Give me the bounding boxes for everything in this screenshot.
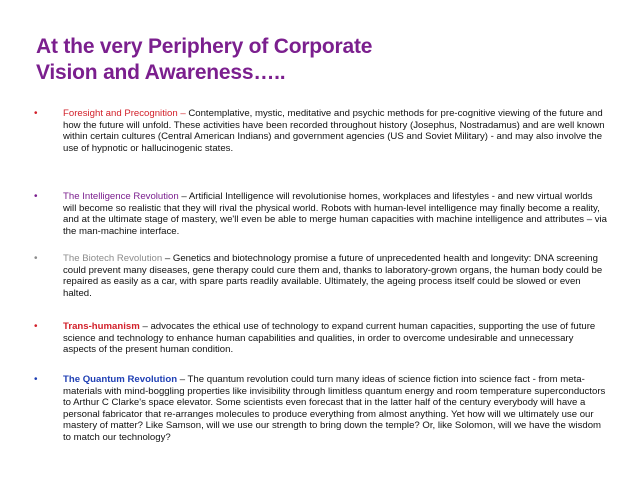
- bullet-body: – Artificial Intelligence will revolutionise homes, workplaces and lifestyles - and new virtual worlds will become so realistic that they will rival the physical world. Robots with human-level intelligence may finally become a reality, and at the ultimate stage of mastery, we'll even be able to merge human capacities with machine intelligence and attributes – via the man-machine interface.: [63, 191, 608, 237]
- slide-title: [36, 34, 596, 86]
- bullet-text: [63, 321, 608, 356]
- slide-title-line-2: Vision and Awareness…..: [36, 61, 286, 84]
- bullet-text: [63, 253, 608, 299]
- bullet-marker: •: [34, 321, 38, 332]
- bullet-text: [63, 191, 608, 237]
- bullet-term: The Biotech Revolution: [63, 253, 163, 264]
- bullet-marker: •: [34, 374, 38, 385]
- bullet-term: The Quantum Revolution: [63, 374, 178, 385]
- bullet-body: – Genetics and biotechnology promise a future of unprecedented health and longevity: DNA screening could prevent many diseases, gene therapy could cure them and, thanks to laboratory-grown organs, the human body could be repaired as easily as a car, with spare parts readily available. Ultimately, the ageing process itself could be slowed or even halted.: [63, 253, 603, 299]
- bullet-text: [63, 374, 608, 444]
- bullet-text: [63, 108, 608, 154]
- bullet-term: Trans-humanism: [63, 321, 140, 332]
- bullet-body: Contemplative, mystic, meditative and psychic methods for pre-cognitive viewing of the future and how the future will unfold. These activities have been recorded throughout history (Josephus, Nostradamus) and are well known within certain cultures (Central American Indians) and government agencies (US and Soviet Military) - and may also involve the use of hypnotic or hallucinogenic states.: [63, 108, 605, 154]
- bullet-term: Foresight and Precognition –: [63, 108, 186, 119]
- bullet-marker: •: [34, 191, 38, 202]
- bullet-body: – The quantum revolution could turn many ideas of science fiction into science fact - from meta-materials with mind-boggling properties like invisibility through limitless quantum energy and room temperature superconductors to Arthur C Clarke's space elevator. Some scientists even forecast that in the latter half of the century everybody will have a personal fabricator that re-arranges molecules to produce everything from almost anything. Yet how will we ultimately use our mastery of matter? Like Samson, will we use our strength to bring down the temple? Or, like Solomon, will we have the wisdom to match our technology?: [63, 374, 606, 443]
- bullet-body: – advocates the ethical use of technology to expand current human capacities, supporting the use of future science and technology to enhance human capabilities and qualities, in order to overcome undesirable and unnecessary aspects of the present human condition.: [63, 321, 596, 356]
- bullet-marker: •: [34, 108, 38, 119]
- bullet-marker: •: [34, 253, 38, 264]
- bullet-term: The Intelligence Revolution: [63, 191, 179, 202]
- slide-title-line-1: At the very Periphery of Corporate: [36, 35, 373, 58]
